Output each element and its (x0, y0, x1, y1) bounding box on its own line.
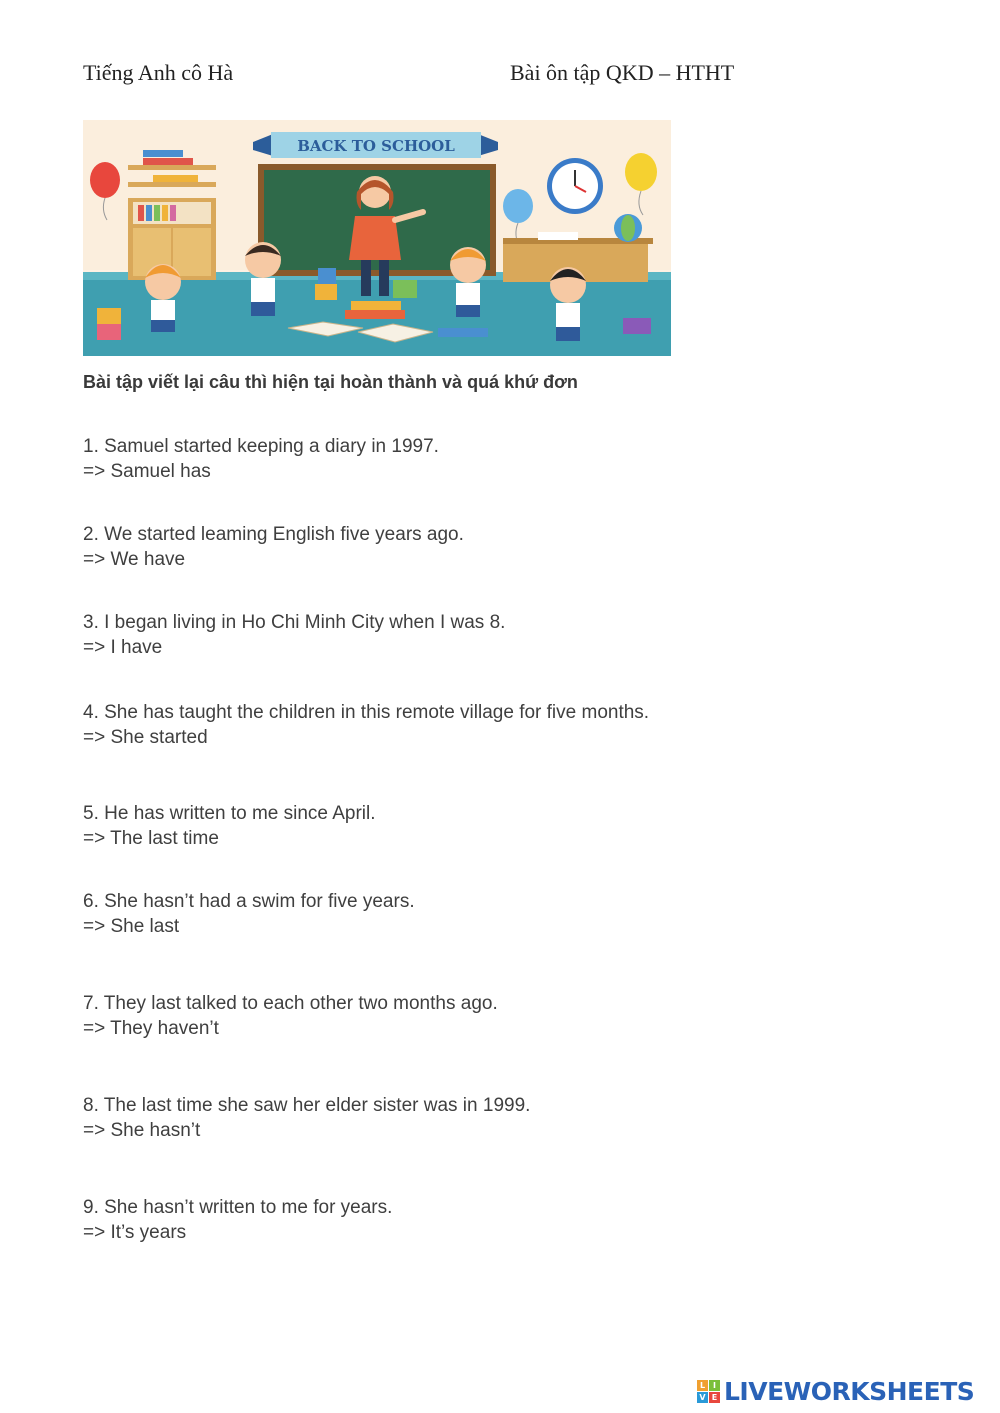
liveworksheets-mark-icon (697, 1380, 720, 1403)
exercise-prompt: => She started (83, 727, 208, 748)
exercise-question: 3. I began living in Ho Chi Minh City when I was 8. (83, 612, 506, 633)
exercise-question: 1. Samuel started keeping a diary in 1997. (83, 436, 439, 457)
exercise-question: 5. He has written to me since April. (83, 803, 376, 824)
exercise-prompt: => They haven’t (83, 1018, 219, 1039)
exercise-item-8 (83, 1093, 530, 1143)
logo-mark-letter: V (697, 1392, 708, 1403)
exercise-item-7 (83, 991, 498, 1041)
header-worksheet-title: Bài ôn tập QKD – HTHT (510, 60, 735, 85)
exercise-item-9 (83, 1195, 392, 1245)
exercise-item-3 (83, 610, 505, 660)
back-to-school-illustration (83, 120, 671, 356)
exercise-question: 9. She hasn’t written to me for years. (83, 1197, 393, 1218)
logo-mark-letter: E (709, 1392, 720, 1403)
banner-sign-text: BACK TO SCHOOL (297, 137, 455, 155)
exercise-prompt: => I have (83, 637, 163, 658)
exercise-prompt: => We have (83, 549, 186, 570)
exercise-item-5 (83, 801, 376, 851)
exercise-item-1 (83, 434, 439, 484)
exercise-prompt: => Samuel has (83, 461, 211, 482)
exercise-question: 2. We started leaming English five years ago. (83, 524, 464, 545)
exercise-item-2 (83, 522, 464, 572)
logo-mark-letter: I (709, 1380, 720, 1391)
liveworksheets-logo[interactable] (697, 1377, 974, 1406)
exercise-item-6 (83, 889, 415, 939)
exercise-prompt: => The last time (83, 828, 219, 849)
exercise-prompt: => She hasn’t (83, 1120, 201, 1141)
exercise-item-4 (83, 700, 649, 750)
logo-mark-letter: L (697, 1380, 708, 1391)
exercise-prompt: => She last (83, 916, 180, 937)
exercise-question: 8. The last time she saw her elder sister was in 1999. (83, 1095, 531, 1116)
exercise-question: 6. She hasn’t had a swim for five years. (83, 891, 415, 912)
section-title: Bài tập viết lại câu thì hiện tại hoàn thành và quá khứ đơn (83, 372, 578, 392)
exercise-prompt: => It’s years (83, 1222, 187, 1243)
header-teacher-name: Tiếng Anh cô Hà (83, 60, 234, 85)
exercise-question: 4. She has taught the children in this remote village for five months. (83, 702, 650, 723)
logo-text: LIVEWORKSHEETS (724, 1377, 975, 1406)
exercise-question: 7. They last talked to each other two months ago. (83, 993, 498, 1014)
